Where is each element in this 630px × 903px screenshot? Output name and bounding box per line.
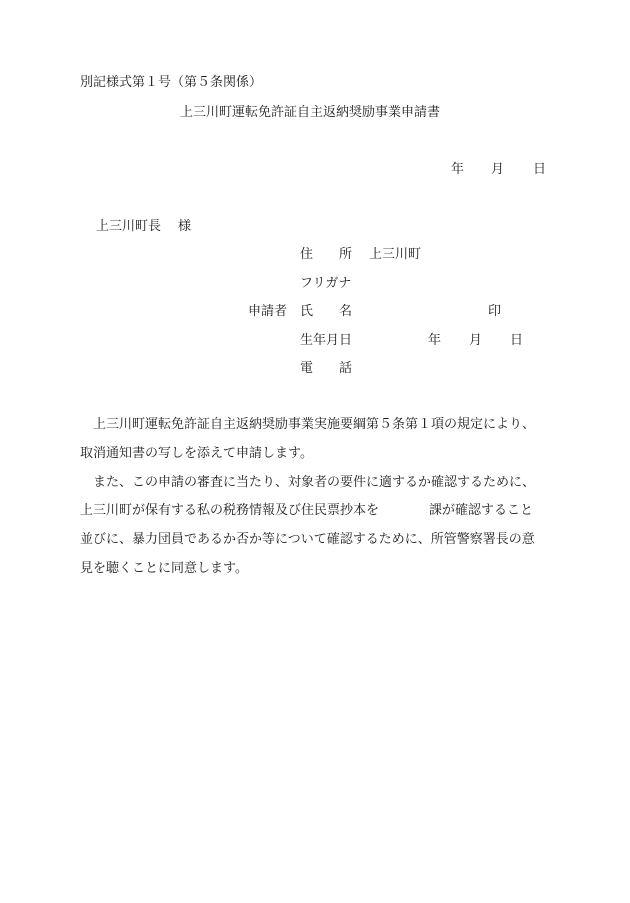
body-paragraph-line-2: 取消通知書の写しを添えて申請します。 <box>80 446 313 461</box>
address-label: 住 所 <box>300 247 353 262</box>
phone-label: 電 話 <box>300 361 353 376</box>
body-paragraph-line-6: 見を聴くことに同意します。 <box>80 561 248 576</box>
seal-mark: 印 <box>488 304 502 319</box>
body-paragraph-line-3: また、この申請の審査に当たり、対象者の要件に適するか確認するために、 <box>93 475 536 490</box>
addressee-name: 上三川町長 <box>96 219 162 234</box>
date-year-label: 年 <box>451 162 465 177</box>
body-line-4-part-a: 上三川町が保有する私の税務情報及び住民票抄本を <box>80 503 380 518</box>
birth-month-label: 月 <box>469 333 483 348</box>
form-number: 別記様式第１号（第５条関係） <box>80 75 263 90</box>
body-line-4-part-b: 課が確認すること <box>429 503 534 518</box>
furigana-label: フリガナ <box>300 276 352 291</box>
body-paragraph-line-5: 並びに、暴力団員であるか否か等について確認するために、所管警察署長の意 <box>80 532 535 547</box>
addressee-suffix: 様 <box>178 219 192 234</box>
body-paragraph-line-4 <box>80 504 533 517</box>
birth-day-label: 日 <box>510 333 524 348</box>
address-value: 上三川町 <box>369 247 422 262</box>
birth-year-label: 年 <box>428 333 442 348</box>
date-day-label: 日 <box>533 162 547 177</box>
birthdate-label: 生年月日 <box>300 333 353 348</box>
date-month-label: 月 <box>491 162 505 177</box>
document-title: 上三川町運転免許証自主返納奨励事業申請書 <box>180 105 441 120</box>
applicant-label: 申請者 <box>248 304 288 319</box>
name-label: 氏 名 <box>300 304 353 319</box>
body-paragraph-line-1: 上三川町運転免許証自主返納奨励事業実施要綱第５条第１項の規定により、 <box>93 417 536 432</box>
